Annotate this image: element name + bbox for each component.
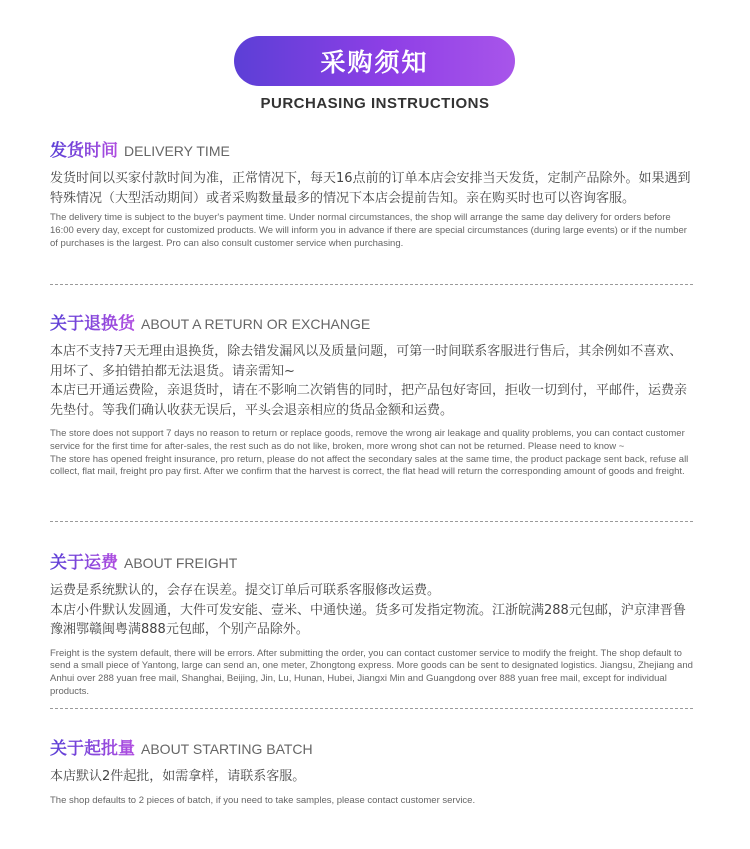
section-title xyxy=(50,136,695,161)
section-title-en: DELIVERY TIME xyxy=(124,143,230,159)
divider xyxy=(50,284,693,285)
page-subtitle: PURCHASING INSTRUCTIONS xyxy=(260,95,490,112)
paragraph-cn: 本店小件默认发圆通，大件可发安能、壹米、中通快递。货多可发指定物流。江浙皖满288元包邮，沪京津晋鲁豫湘鄂赣闽粤满888元包邮，个别产品除外。 xyxy=(50,602,686,637)
section-title-en: ABOUT A RETURN OR EXCHANGE xyxy=(141,316,371,332)
section-title xyxy=(50,734,695,759)
section-title-en: ABOUT STARTING BATCH xyxy=(141,741,313,757)
section-title-cn: 关于运费 xyxy=(50,548,118,573)
section-body-cn xyxy=(50,767,695,787)
section-delivery-time xyxy=(50,136,695,250)
paragraph-en: Freight is the system default, there will be errors. After submitting the order, you can contact customer service to modify the freight. The shop default to send a small piece of Yantong, large can send an, one meter, Zhongtong express. More goods can be sent to designated logistics. Jiangsu, Zhejiang and Anhui over 288 yuan free mail, Shanghai, Beijing, Jin, Lu, Hunan, Hubei, Jiangxi Min and Guangdong over 888 yuan free mail, except for individual products. xyxy=(50,647,693,697)
paragraph-cn: 发货时间以买家付款时间为准，正常情况下，每天16点前的订单本店会安排当天发货，定制产品除外。如果遇到特殊情况（大型活动期间）或者采购数量最多的情况下本店会提前告知。亲在购买时也可以咨询客服。 xyxy=(50,171,691,206)
section-freight xyxy=(50,548,695,699)
paragraph-cn: 本店默认2件起批，如需拿样，请联系客服。 xyxy=(50,769,306,784)
paragraph-en: The shop defaults to 2 pieces of batch, if you need to take samples, please contact customer service. xyxy=(50,794,476,806)
paragraph-cn: 运费是系统默认的，会存在误差。提交订单后可联系客服修改运费。 xyxy=(50,583,441,598)
section-body-en xyxy=(50,648,695,699)
section-body-cn xyxy=(50,169,695,208)
paragraph-cn: 本店不支持7天无理由退换货，除去错发漏风以及质量问题，可第一时间联系客服进行售后，其余例如不喜欢、用坏了、多拍错拍都无法退货。请亲需知~ xyxy=(50,344,683,379)
section-starting-batch xyxy=(50,734,695,807)
divider xyxy=(50,708,693,709)
section-title xyxy=(50,548,695,573)
page-title: 采购须知 xyxy=(234,36,515,86)
section-title-cn: 发货时间 xyxy=(50,136,118,161)
section-title-cn: 关于起批量 xyxy=(50,734,135,759)
section-title xyxy=(50,309,695,334)
paragraph-cn: 本店已开通运费险，亲退货时，请在不影响二次销售的同时，把产品包好寄回，拒收一切到付，平邮件，运费亲先垫付。等我们确认收获无误后，平头会退亲相应的货品金额和运费。 xyxy=(50,383,688,418)
section-body-en xyxy=(50,212,695,250)
section-body-cn xyxy=(50,342,695,420)
paragraph-en: The store does not support 7 days no reason to return or replace goods, remove the wrong air leakage and quality problems, you can contact customer service for the first time for after-sales, the rest such as do not like, broken, more wrong shot can not be returned. Please need to know ~ xyxy=(50,428,685,452)
section-body-en xyxy=(50,795,695,808)
divider xyxy=(50,521,693,522)
paragraph-en: The delivery time is subject to the buyer's payment time. Under normal circumstances, the shop will arrange the same day delivery for orders before 16:00 every day, except for customized products. We will inform you in advance if there are special circumstances (during large events) or if the number of purchases is the largest. Pro can also consult customer service when purchasing. xyxy=(50,212,687,249)
section-body-cn xyxy=(50,581,695,640)
section-title-cn: 关于退换货 xyxy=(50,309,135,334)
section-title-en: ABOUT FREIGHT xyxy=(124,555,238,571)
section-return-exchange xyxy=(50,309,695,479)
section-body-en xyxy=(50,428,695,479)
paragraph-en: The store has opened freight insurance, pro return, please do not affect the secondary sales at the same time, the product package sent back, refuse all collect, flat mail, freight pro pay first. After we confirm that the harvest is correct, the flat head will return the corresponding amount of goods and freight. xyxy=(50,453,689,478)
